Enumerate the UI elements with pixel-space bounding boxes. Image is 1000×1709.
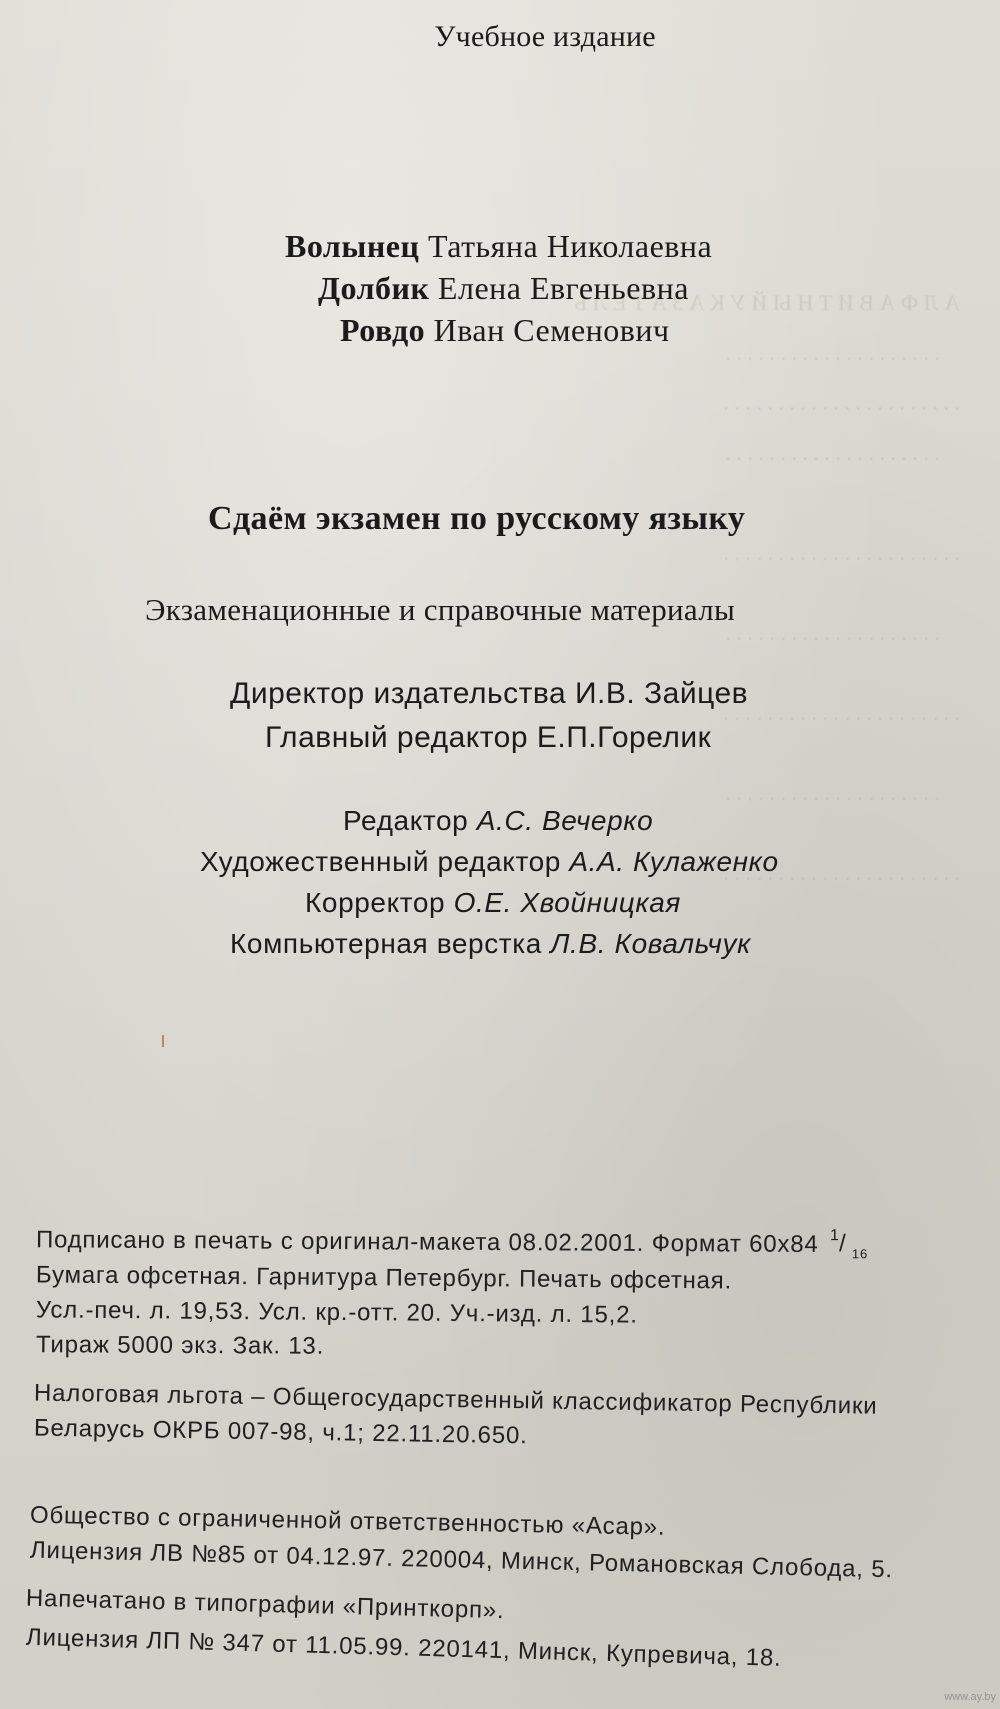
staff-name: Л.В. Ковальчук xyxy=(550,928,751,959)
site-watermark: www.ay.by xyxy=(944,1691,996,1703)
imprint-line: Тираж 5000 экз. Зак. 13. xyxy=(35,1331,325,1360)
edition-type-label xyxy=(0,20,1000,54)
imprint-line: Лицензия ЛП № 347 от 11.05.99. 220141, Минск, Купревича, 18. xyxy=(25,1623,782,1672)
fraction-numerator: 1 xyxy=(830,1226,840,1244)
staff-name: А.С. Вечерко xyxy=(476,805,654,836)
publisher-info xyxy=(0,1497,1000,1584)
printer-info xyxy=(0,1580,1000,1672)
book-title-text: Сдаём экзамен по русскому языку xyxy=(208,500,746,537)
editorial-staff xyxy=(0,800,1000,964)
author-names: Татьяна Николаевна xyxy=(427,228,713,264)
layout-designer-line xyxy=(0,923,1000,964)
author-row xyxy=(0,267,1000,309)
book-subtitle xyxy=(0,592,1000,628)
fraction-denominator: 16 xyxy=(851,1245,869,1261)
authors-block xyxy=(0,225,1000,351)
tax-benefit-info xyxy=(0,1375,1000,1450)
imprint-line: Налоговая льгота – Общегосударственный классификатор Республики xyxy=(33,1379,878,1420)
book-title xyxy=(0,500,1000,538)
reverse-side-bleed-through: А Л Ф А В И Т Н Ы Й У К А З А Т Е Л Ь . . . . . . . . . . . . . . . . . . . . . . . . . . . . . . . . . . . . . . . . . . . . . . . . . . . . . . . . . . . . . . . . . . . . . . . . . . . . . . . . . . . . . . . . . . . . . . . . . . . . . . . . . . . . . . . . . . . . . . . . . . . . . . . . . . . . . . . . . . . . . . . . . . . . . . . . . . . . . . . . . . . . . . . . xyxy=(574,290,960,885)
publishing-leadership xyxy=(0,672,1000,760)
fraction-slash: / xyxy=(838,1229,847,1257)
staff-name: А.А. Кулаженко xyxy=(569,846,779,877)
staff-role: Редактор xyxy=(343,805,469,836)
staff-name: О.Е. Хвойницкая xyxy=(453,887,681,918)
paper-format-fraction xyxy=(826,1226,869,1261)
imprint-line xyxy=(0,1222,1000,1263)
imprint-line: Лицензия ЛВ №85 от 04.12.97. 220004, Минск, Романовская Слобода, 5. xyxy=(29,1536,894,1584)
staff-role: Компьютерная верстка xyxy=(230,928,542,959)
imprint-line: Напечатано в типографии «Принткорп». xyxy=(25,1584,505,1625)
author-row xyxy=(0,309,1000,351)
author-row xyxy=(0,225,1000,267)
imprint-line: Беларусь ОКРБ 007-98, ч.1; 22.11.20.650. xyxy=(33,1414,528,1450)
editor-line xyxy=(0,800,1000,841)
author-surname: Ровдо xyxy=(340,312,426,348)
imprint-line: Усл.-печ. л. 19,53. Усл. кр.-отт. 20. Уч.-изд. л. 15,2. xyxy=(35,1296,638,1329)
author-surname: Долбик xyxy=(318,270,430,306)
director-line: Директор издательства И.В. Зайцев xyxy=(230,677,749,710)
author-names: Елена Евгеньевна xyxy=(437,270,689,306)
author-surname: Волынец xyxy=(285,228,420,264)
imprint-text: Подписано в печать с оригинал-макета 08.02.2001. Формат 60x84 xyxy=(35,1226,819,1258)
imprint-line: Бумага офсетная. Гарнитура Петербург. Печать офсетная. xyxy=(35,1261,733,1295)
printing-details xyxy=(0,1222,1000,1362)
staff-role: Корректор xyxy=(305,887,446,918)
ink-mark xyxy=(162,1035,164,1047)
proofreader-line xyxy=(0,882,1000,923)
imprint-line: Общество с ограниченной ответственностью «Асар». xyxy=(29,1501,666,1541)
art-editor-line xyxy=(0,841,1000,882)
book-subtitle-text: Экзаменационные и справочные материалы xyxy=(145,592,736,627)
edition-type-text: Учебное издание xyxy=(434,20,656,53)
author-names: Иван Семенович xyxy=(433,312,670,348)
staff-role: Художественный редактор xyxy=(200,846,561,877)
chief-editor-line: Главный редактор Е.П.Горелик xyxy=(265,721,712,754)
